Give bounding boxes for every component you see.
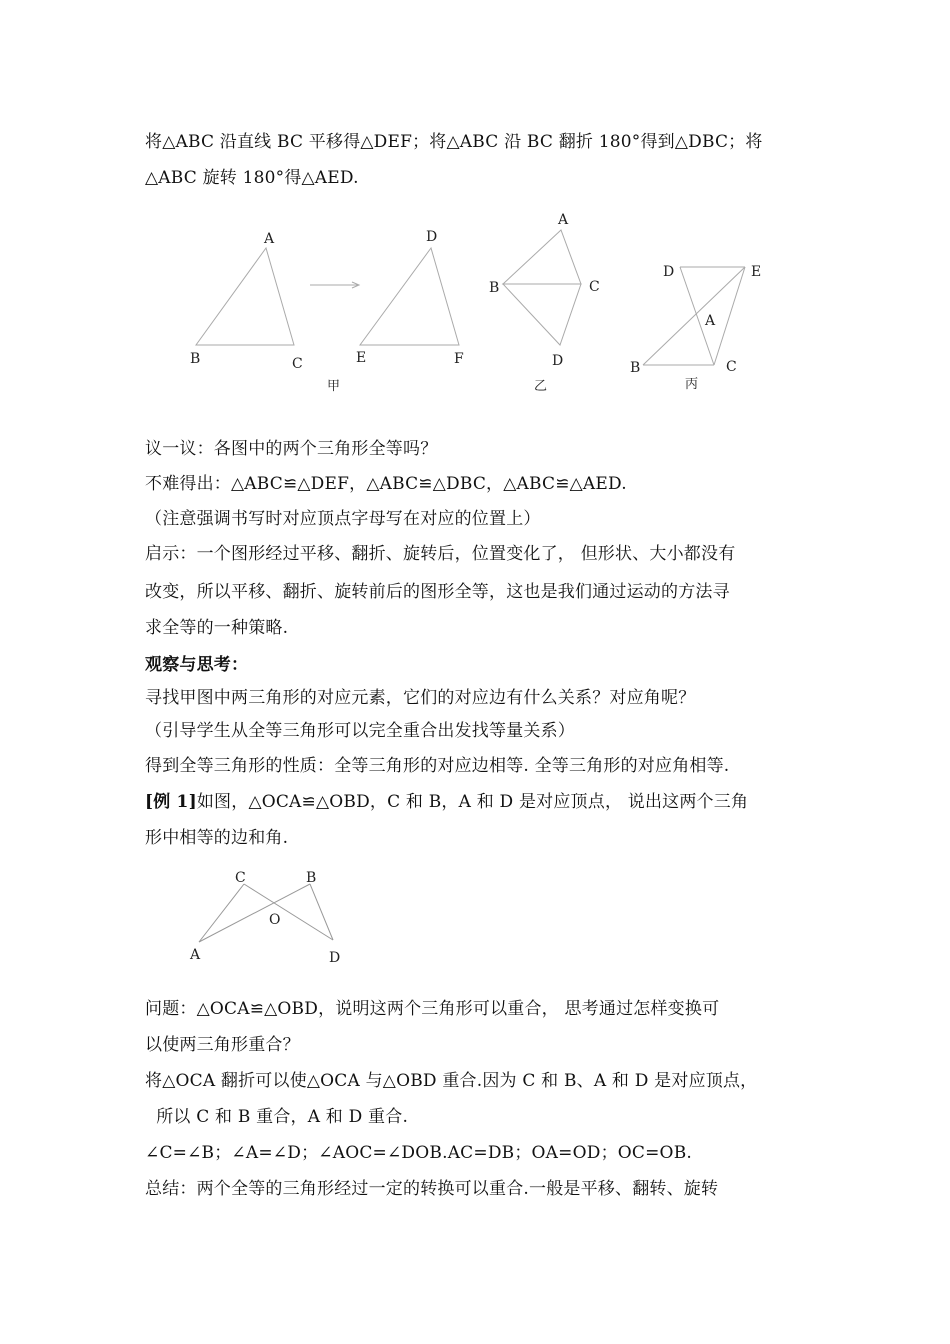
label-B-bing: B xyxy=(630,360,641,376)
label-B-yi: B xyxy=(489,280,500,296)
label-C-yi: C xyxy=(589,279,600,295)
label-B: B xyxy=(306,870,317,886)
text-line-19: ∠C=∠B；∠A=∠D；∠AOC=∠DOB.AC=DB；OA=OD；OC=OB. xyxy=(145,1143,692,1163)
label-E-jia: E xyxy=(356,350,367,366)
label-E-bing: E xyxy=(751,264,762,280)
text-line-5: （注意强调书写时对应顶点字母写在对应的位置上） xyxy=(145,509,541,529)
triangle-abc-yi xyxy=(503,230,581,284)
label-D-jia: D xyxy=(426,229,438,245)
text-line-12: 得到全等三角形的性质：全等三角形的对应边相等. 全等三角形的对应角相等. xyxy=(145,756,730,776)
text-line-4: 不难得出：△ABC≌△DEF，△ABC≌△DBC，△ABC≌△AED. xyxy=(145,474,627,494)
example-figure xyxy=(180,860,380,970)
label-A-jia: A xyxy=(264,231,275,247)
label-A: A xyxy=(190,947,201,963)
label-C: C xyxy=(235,870,246,886)
text-line-11: （引导学生从全等三角形可以完全重合出发找等量关系） xyxy=(145,721,575,741)
section-heading: 观察与思考： xyxy=(145,655,249,675)
text-line-6: 启示：一个图形经过平移、翻折、旋转后，位置变化了， 但形状、大小都没有 xyxy=(145,544,736,564)
text-line-18: 所以 C 和 B 重合，A 和 D 重合. xyxy=(145,1107,409,1127)
text-line-16: 以使两三角形重合？ xyxy=(145,1035,300,1055)
label-C-bing: C xyxy=(726,359,737,375)
triangle-dbc-yi xyxy=(503,284,581,345)
label-D: D xyxy=(329,950,341,966)
text-line-8: 求全等的一种策略. xyxy=(145,618,289,638)
caption-jia: 甲 xyxy=(327,379,341,394)
segment-bd xyxy=(310,884,333,940)
label-A-bing: A xyxy=(705,313,716,329)
caption-yi: 乙 xyxy=(534,379,548,394)
example-label: [例 1] xyxy=(145,792,197,812)
example-1-line xyxy=(145,787,748,812)
triangle-abc xyxy=(196,248,294,345)
label-D-yi: D xyxy=(552,353,564,369)
label-A-yi: A xyxy=(558,212,569,228)
label-F-jia: F xyxy=(454,351,464,367)
label-B-jia: B xyxy=(190,351,201,367)
caption-bing: 丙 xyxy=(685,377,699,392)
text-line-1: 将△ABC 沿直线 BC 平移得△DEF；将△ABC 沿 BC 翻折 180°得到△DBC；将 xyxy=(145,132,763,152)
text-line-20: 总结：两个全等的三角形经过一定的转换可以重合.一般是平移、翻转、旋转 xyxy=(145,1179,719,1199)
label-D-bing: D xyxy=(663,264,675,280)
text-line-3: 议一议：各图中的两个三角形全等吗？ xyxy=(145,439,438,459)
text-line-17: 将△OCA 翻折可以使△OCA 与△OBD 重合.因为 C 和 B、A 和 D 是对应顶点， xyxy=(145,1071,758,1091)
label-O: O xyxy=(269,912,281,928)
text-line-7: 改变，所以平移、翻折、旋转前后的图形全等，这也是我们通过运动的方法寻 xyxy=(145,582,730,602)
text-line-15: 问题：△OCA≌△OBD，说明这两个三角形可以重合， 思考通过怎样变换可 xyxy=(145,999,720,1019)
text-line-14: 形中相等的边和角. xyxy=(145,828,289,848)
example-text: 如图，△OCA≌△OBD，C 和 B，A 和 D 是对应顶点， 说出这两个三角 xyxy=(196,792,749,812)
text-line-10: 寻找甲图中两三角形的对应元素，它们的对应边有什么关系？对应角呢？ xyxy=(145,688,696,708)
segment-ac xyxy=(199,884,244,942)
segment-ab xyxy=(199,884,310,942)
transformation-figure xyxy=(180,205,780,400)
text-line-2: △ABC 旋转 180°得△AED. xyxy=(145,168,359,188)
triangle-def xyxy=(360,248,459,345)
label-C-jia: C xyxy=(292,356,303,372)
